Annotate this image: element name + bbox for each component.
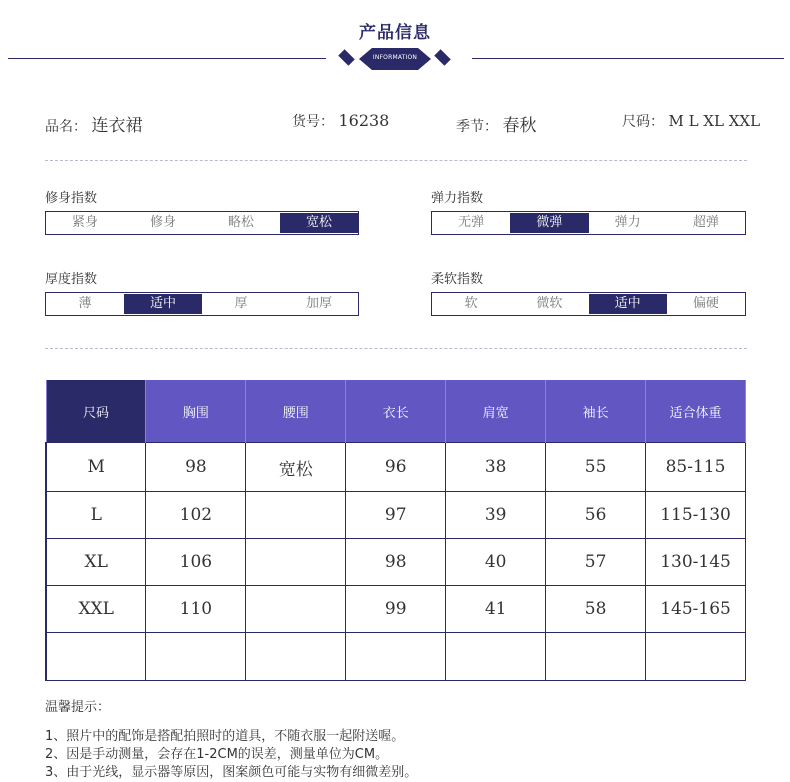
table-cell: 99 — [346, 586, 446, 633]
information-badge-text: INFORMATION — [372, 54, 418, 61]
table-cell: 39 — [446, 492, 546, 539]
section-title: 产品信息 — [359, 23, 431, 43]
tip-item: 2、因是手动测量，会存在1-2CM的误差，测量单位为CM。 — [45, 747, 389, 762]
elasticity-option: 超弹 — [692, 215, 719, 230]
table-cell — [446, 633, 546, 681]
header-divider-right — [472, 58, 784, 59]
table-cell: 110 — [146, 586, 246, 633]
tip-item: 1、照片中的配饰是搭配拍照时的道具，不随衣服一起附送喔。 — [45, 729, 405, 744]
table-row — [46, 539, 746, 586]
fit-option-selected: 宽松 — [280, 213, 358, 233]
diamond-right-icon — [434, 49, 451, 66]
fit-index-label: 修身指数 — [45, 191, 98, 206]
table-cell: 40 — [446, 539, 546, 586]
header-divider-left — [8, 58, 326, 59]
table-cell: 145-165 — [646, 586, 746, 633]
col-header-size: 尺码 — [46, 380, 146, 443]
table-cell: 96 — [346, 443, 446, 492]
fit-option: 紧身 — [71, 215, 98, 230]
col-header-weight: 适合体重 — [646, 380, 746, 443]
sku-label: 货号： — [292, 114, 334, 130]
diamond-left-icon — [338, 49, 355, 66]
elasticity-index-label: 弹力指数 — [431, 191, 484, 206]
col-header-chest: 胸围 — [146, 380, 246, 443]
table-cell — [346, 633, 446, 681]
table-cell — [246, 492, 346, 539]
table-cell: L — [46, 492, 146, 539]
size-label: 尺码： — [622, 114, 664, 130]
softness-option: 偏硬 — [692, 296, 719, 311]
tips-section — [45, 699, 417, 782]
table-cell — [146, 633, 246, 681]
elasticity-option: 无弹 — [458, 215, 485, 230]
table-cell: 56 — [546, 492, 646, 539]
table-cell: XL — [46, 539, 146, 586]
thickness-option: 薄 — [78, 296, 92, 311]
table-cell: 98 — [346, 539, 446, 586]
table-cell — [246, 586, 346, 633]
fit-index-scale — [45, 211, 359, 235]
table-cell: XXL — [46, 586, 146, 633]
thickness-option: 厚 — [234, 296, 248, 311]
dashed-divider — [45, 160, 747, 161]
table-row — [46, 586, 746, 633]
table-cell: 38 — [446, 443, 546, 492]
fit-option: 略松 — [227, 215, 254, 230]
col-header-shoulder: 肩宽 — [446, 380, 546, 443]
tips-title: 温馨提示： — [45, 700, 111, 715]
table-cell: 98 — [146, 443, 246, 492]
table-cell: 97 — [346, 492, 446, 539]
fit-option: 修身 — [149, 215, 176, 230]
table-cell: 106 — [146, 539, 246, 586]
table-row — [46, 443, 746, 492]
season-value: 春秋 — [502, 116, 537, 136]
sku-value: 16238 — [338, 111, 390, 130]
thickness-option-selected: 适中 — [124, 294, 202, 314]
table-cell — [46, 633, 146, 681]
table-cell: 130-145 — [646, 539, 746, 586]
product-sizes — [622, 111, 760, 131]
table-cell: 85-115 — [646, 443, 746, 492]
softness-option: 微软 — [536, 296, 563, 311]
size-value: M L XL XXL — [668, 112, 761, 130]
table-cell: 55 — [546, 443, 646, 492]
table-cell: 宽松 — [246, 443, 346, 492]
softness-option: 软 — [464, 296, 478, 311]
table-cell: 57 — [546, 539, 646, 586]
table-row — [46, 492, 746, 539]
elasticity-index-scale — [431, 211, 746, 235]
elasticity-option-selected: 微弹 — [510, 213, 588, 233]
size-table-header — [46, 380, 746, 443]
product-name — [45, 111, 142, 136]
table-cell: 115-130 — [646, 492, 746, 539]
thickness-index-label: 厚度指数 — [45, 272, 98, 287]
col-header-length: 衣长 — [346, 380, 446, 443]
product-name-value: 连衣裙 — [91, 116, 143, 136]
product-season — [456, 111, 536, 136]
table-cell: 41 — [446, 586, 546, 633]
softness-index-label: 柔软指数 — [431, 272, 484, 287]
softness-index-scale — [431, 292, 746, 316]
table-cell — [546, 633, 646, 681]
table-cell: M — [46, 443, 146, 492]
thickness-index-scale — [45, 292, 359, 316]
product-name-label: 品名： — [45, 119, 87, 135]
thickness-option: 加厚 — [305, 296, 332, 311]
table-row — [46, 633, 746, 681]
col-header-sleeve: 袖长 — [546, 380, 646, 443]
table-cell — [246, 633, 346, 681]
information-badge — [359, 48, 431, 70]
softness-option-selected: 适中 — [589, 294, 667, 314]
size-table — [45, 380, 746, 681]
table-cell: 102 — [146, 492, 246, 539]
season-label: 季节： — [456, 119, 498, 135]
tip-item: 3、由于光线，显示器等原因，图案颜色可能与实物有细微差别。 — [45, 765, 418, 780]
table-cell: 58 — [546, 586, 646, 633]
dashed-divider — [45, 348, 747, 349]
table-cell — [646, 633, 746, 681]
table-cell — [246, 539, 346, 586]
product-sku — [292, 111, 389, 131]
elasticity-option: 弹力 — [614, 215, 641, 230]
col-header-waist: 腰围 — [246, 380, 346, 443]
